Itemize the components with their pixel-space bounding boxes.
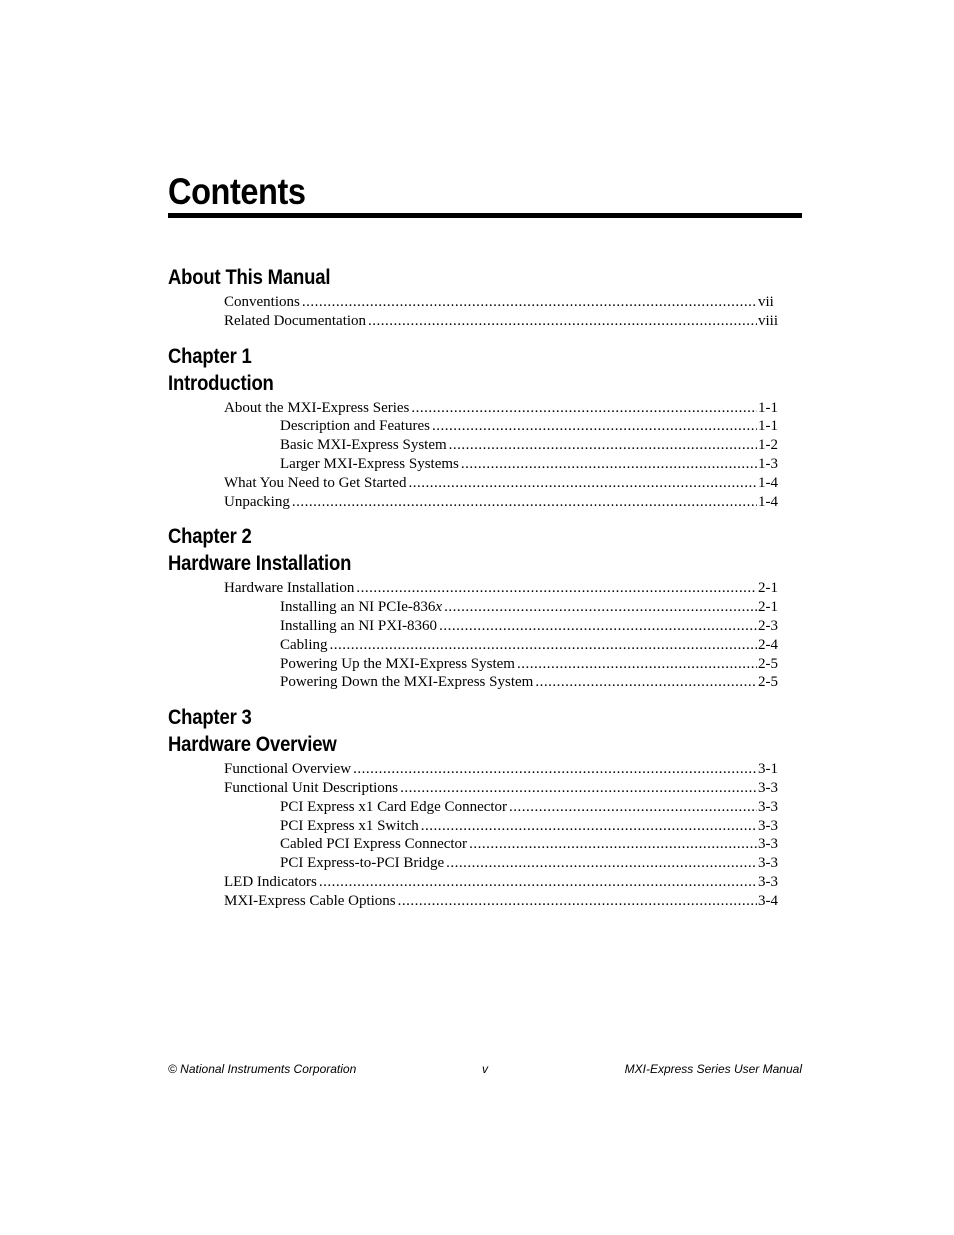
toc-entry-label: Cabled PCI Express Connector (280, 836, 468, 853)
toc-entry-label: About the MXI-Express Series (224, 399, 410, 416)
toc-entry-text (280, 598, 442, 617)
toc-page-number: 2-4 (758, 636, 778, 653)
toc-entry[interactable] (280, 417, 778, 436)
toc-section (168, 264, 778, 331)
toc-entry[interactable] (224, 579, 778, 598)
footer-page-number: v (482, 1062, 488, 1076)
toc-page-number: 1-1 (758, 399, 778, 416)
toc-entry[interactable] (280, 854, 778, 873)
toc-section (168, 523, 778, 692)
toc-entry[interactable] (280, 617, 778, 636)
toc-entry-text (280, 617, 437, 636)
toc-page-number: 2-1 (758, 599, 778, 616)
toc-entry[interactable] (280, 798, 778, 817)
dot-leader (432, 417, 757, 436)
dot-leader (330, 636, 758, 655)
section-title: Introduction (168, 371, 274, 395)
toc-entry-text (280, 798, 507, 817)
dot-leader (469, 835, 757, 854)
toc-entry-italic-suffix: x (435, 599, 443, 616)
toc-entry[interactable] (224, 399, 778, 418)
toc-page-number: 2-5 (758, 655, 778, 672)
toc-entry[interactable] (280, 673, 778, 692)
toc-entry-label: Installing an NI PXI-8360 (280, 617, 438, 634)
dot-leader (411, 399, 757, 418)
toc-page-number: 3-3 (758, 836, 778, 853)
page-title: Contents (168, 171, 306, 212)
toc-entry[interactable] (280, 817, 778, 836)
dot-leader (400, 779, 757, 798)
dot-leader (421, 817, 757, 836)
toc-entry-list (168, 760, 778, 910)
toc-entry-label: Conventions (224, 294, 300, 310)
toc-entry[interactable] (280, 835, 778, 854)
toc-entry-label: Powering Down the MXI-Express System (280, 674, 534, 691)
toc-entry-text (280, 417, 430, 436)
dot-leader (302, 293, 757, 312)
chapter-label: Chapter 1 (168, 344, 252, 368)
toc-entry[interactable] (224, 760, 778, 779)
toc-entry-label: LED Indicators (224, 873, 317, 890)
toc-entry-label: Related Documentation (224, 312, 367, 329)
dot-leader (319, 873, 757, 892)
toc-entry-label: Hardware Installation (224, 580, 355, 597)
toc-entry[interactable] (224, 493, 778, 512)
toc-entry[interactable] (224, 293, 778, 312)
toc-page-number: 3-4 (758, 892, 778, 909)
dot-leader (356, 579, 757, 598)
toc-entry[interactable] (280, 655, 778, 674)
toc-entry-label: Installing an NI PCIe-836 (280, 599, 436, 616)
dot-leader (439, 617, 757, 636)
toc-entry-text (224, 493, 290, 512)
toc-entry-text (280, 817, 419, 836)
toc-page-number: 2-3 (758, 617, 778, 634)
dot-leader (292, 493, 757, 512)
section-title: Hardware Overview (168, 733, 337, 757)
toc-page-number: 1-4 (758, 474, 778, 491)
toc-entry-label: What You Need to Get Started (224, 474, 407, 491)
toc-entry-text (224, 779, 398, 798)
toc-entry-text (224, 293, 300, 312)
toc-entry-text (224, 892, 396, 911)
toc-entry-text (280, 455, 459, 474)
toc-entry[interactable] (224, 779, 778, 798)
dot-leader (368, 312, 757, 331)
toc-entry-list (168, 293, 778, 331)
toc-entry-label: Cabling (280, 636, 328, 653)
toc-entry[interactable] (224, 873, 778, 892)
toc-entry-label: Unpacking (224, 493, 290, 510)
toc-page-number: 1-4 (758, 493, 778, 510)
toc-entry-text (224, 312, 366, 331)
toc-page-number: 3-3 (758, 873, 778, 890)
toc-entry-label: Powering Up the MXI-Express System (280, 655, 515, 672)
toc-entry-text (224, 399, 409, 418)
dot-leader (509, 798, 757, 817)
toc-entry-text (280, 636, 328, 655)
toc-entry-label: PCI Express x1 Switch (280, 817, 419, 834)
toc-page-number: 3-3 (758, 798, 778, 815)
toc-entry-text (224, 579, 354, 598)
toc-entry-text (280, 673, 533, 692)
toc-entry[interactable] (280, 436, 778, 455)
toc-entry-text (224, 873, 317, 892)
dot-leader (408, 474, 757, 493)
toc-section (168, 704, 778, 910)
toc-entry-text (224, 474, 406, 493)
toc-page-number: 1-3 (758, 455, 778, 472)
toc-page-number: 1-1 (758, 418, 778, 435)
section-title: Hardware Installation (168, 552, 352, 576)
toc-page-number: viii (757, 312, 778, 329)
toc-entry[interactable] (280, 636, 778, 655)
dot-leader (446, 854, 757, 873)
dot-leader (398, 892, 757, 911)
toc-entry-text (224, 760, 351, 779)
dot-leader (535, 673, 757, 692)
page-footer (168, 1062, 802, 1078)
toc-entry-label: Functional Overview (224, 761, 352, 778)
toc-page-number: 2-5 (758, 674, 778, 691)
dot-leader (461, 455, 757, 474)
toc-entry-label: MXI-Express Cable Options (224, 892, 396, 909)
toc-entry-label: PCI Express-to-PCI Bridge (280, 855, 445, 872)
toc-entry-label: Basic MXI-Express System (280, 437, 447, 454)
title-rule (168, 213, 802, 218)
chapter-label: Chapter 3 (168, 706, 252, 730)
toc-entry-text (280, 436, 447, 455)
chapter-label: Chapter 2 (168, 525, 252, 549)
toc-page-number: 3-3 (758, 779, 778, 796)
dot-leader (449, 436, 757, 455)
toc-entry[interactable] (224, 312, 778, 331)
toc-section (168, 343, 778, 512)
toc-entry-label: Functional Unit Descriptions (224, 779, 399, 796)
toc-entry-list (168, 579, 778, 692)
footer-copyright: © National Instruments Corporation (168, 1062, 357, 1076)
toc-entry[interactable] (280, 598, 778, 617)
toc-page-number: 3-1 (758, 761, 778, 778)
toc-entry-label: Description and Features (280, 418, 430, 435)
toc-entry[interactable] (224, 892, 778, 911)
toc-page-number: 1-2 (758, 437, 778, 454)
footer-manual-title: MXI-Express Series User Manual (624, 1062, 802, 1076)
dot-leader (353, 760, 757, 779)
table-of-contents (168, 264, 778, 923)
dot-leader (517, 655, 757, 674)
toc-page-number: 3-3 (758, 855, 778, 872)
toc-entry[interactable] (280, 455, 778, 474)
toc-entry-list (168, 399, 778, 512)
toc-entry-text (280, 655, 515, 674)
toc-entry-text (280, 835, 467, 854)
toc-entry[interactable] (224, 474, 778, 493)
toc-entry-text (280, 854, 444, 873)
toc-page-number: 3-3 (758, 817, 778, 834)
toc-page-number: vii (758, 294, 774, 310)
section-title: About This Manual (168, 266, 331, 289)
toc-page-number: 2-1 (758, 580, 778, 597)
dot-leader (444, 598, 757, 617)
toc-entry-label: Larger MXI-Express Systems (280, 455, 459, 472)
toc-entry-label: PCI Express x1 Card Edge Connector (280, 798, 508, 815)
